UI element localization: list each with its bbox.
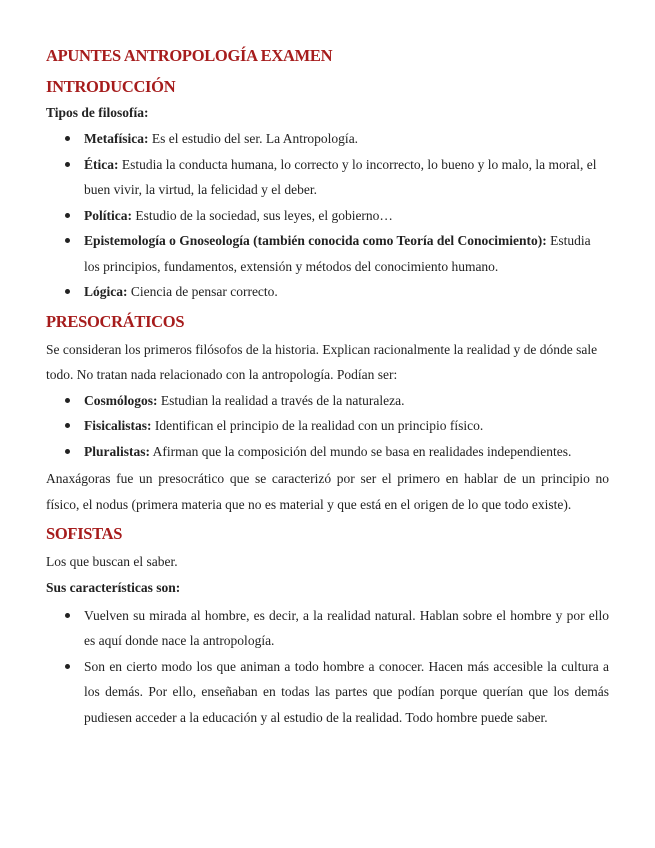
list-item <box>46 388 609 414</box>
list-item <box>46 439 609 465</box>
list-item <box>46 152 609 203</box>
item-term: Cosmólogos: <box>84 392 158 408</box>
list-item <box>46 279 609 305</box>
list-item <box>46 228 609 279</box>
bullet-icon <box>65 136 70 141</box>
list-item <box>46 413 609 439</box>
list-item <box>46 126 609 152</box>
item-term: Ética: <box>84 156 119 172</box>
paragraph-sofistas-intro: Los que buscan el saber. <box>46 554 178 569</box>
item-text: Estudian la realidad a través de la naturaleza. <box>157 392 405 408</box>
heading-presocraticos: PRESOCRÁTICOS <box>46 311 185 331</box>
document-title: APUNTES ANTROPOLOGÍA EXAMEN <box>46 46 333 65</box>
item-text: Es el estudio del ser. La Antropología. <box>148 131 359 146</box>
item-term: Lógica: <box>84 284 128 299</box>
bullet-icon <box>65 664 70 669</box>
bullet-icon <box>65 289 70 294</box>
item-term: Política: <box>84 207 132 223</box>
list-presocraticos <box>46 388 609 465</box>
item-term: Metafísica: <box>84 131 149 146</box>
heading-sofistas: SOFISTAS <box>46 524 123 543</box>
subheading-tipos-filosofia: Tipos de filosofía: <box>46 105 149 120</box>
bullet-icon <box>65 449 70 454</box>
list-item <box>46 203 609 229</box>
item-text: Son en cierto modo los que animan a todo hombre a conocer. Hacen más accesible la cultura a los demás. Por ello, enseñaban en todas las partes que podían porque querían que los demás pudiesen acceder a la educación y al estudio de la realidad. Todo hombre puede saber. <box>84 658 609 725</box>
item-text: Vuelven su mirada al hombre, es decir, a la realidad natural. Hablan sobre el hombre y por ello es aquí donde nace la antropología. <box>84 607 609 648</box>
item-text: Estudia los principios, fundamentos, extensión y métodos del conocimiento humano. <box>84 233 591 274</box>
bullet-icon <box>65 398 70 403</box>
bullet-icon <box>65 238 70 243</box>
list-sofistas <box>46 603 609 731</box>
item-term: Fisicalistas: <box>84 418 152 433</box>
list-item <box>46 654 609 731</box>
item-term: Epistemología o Gnoseología (también conocida como Teoría del Conocimiento): <box>84 233 547 248</box>
heading-introduccion: INTRODUCCIÓN <box>46 77 176 96</box>
bullet-icon <box>65 423 70 428</box>
item-text: Estudia la conducta humana, lo correcto y lo incorrecto, lo bueno y lo malo, la moral, el buen vivir, la virtud, la felicidad y el deber. <box>84 156 597 197</box>
subheading-caracteristicas: Sus características son: <box>46 579 181 595</box>
item-text: Ciencia de pensar correcto. <box>127 284 278 299</box>
item-text: Estudio de la sociedad, sus leyes, el gobierno… <box>131 207 393 223</box>
list-item <box>46 603 609 654</box>
item-text: Identifican el principio de la realidad con un principio físico. <box>151 418 484 433</box>
list-tipos-filosofia <box>46 126 609 305</box>
bullet-icon <box>65 613 70 618</box>
item-text: Afirman que la composición del mundo se basa en realidades independientes. <box>150 443 572 459</box>
bullet-icon <box>65 213 70 218</box>
bullet-icon <box>65 162 70 167</box>
paragraph-presocraticos-intro: Se consideran los primeros filósofos de la historia. Explican racionalmente la realidad y de dónde sale todo. No tratan nada relacionado con la antropología. Podían ser: <box>46 341 598 382</box>
paragraph-anaxagoras: Anaxágoras fue un presocrático que se caracterizó por ser el primero en hablar de un principio no físico, el nodus (primera materia que no es material y que está en el origen de lo que todo existe). <box>46 471 609 512</box>
item-term: Pluralistas: <box>84 443 150 459</box>
